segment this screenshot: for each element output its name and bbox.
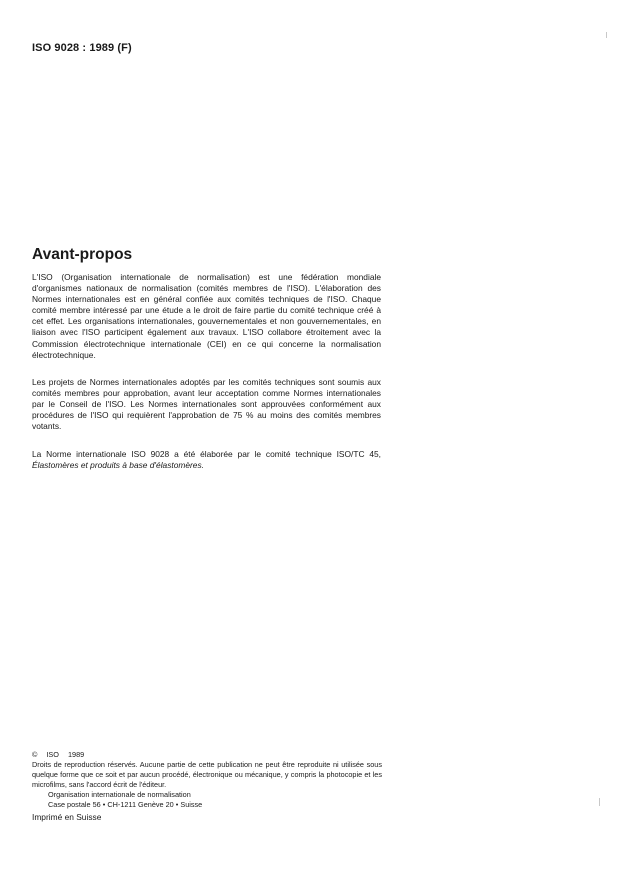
paragraph-3-text: La Norme internationale ISO 9028 a été élaborée par le comité technique ISO/TC 45, [32, 449, 381, 459]
copyright-year: 1989 [67, 750, 85, 759]
copyright-line [32, 750, 382, 760]
scan-artifact-top [606, 32, 607, 38]
rights-notice: Droits de reproduction réservés. Aucune partie de cette publication ne peut être reproduite ni utilisée sous quelque forme que ce soit et par aucun procédé, électronique ou mécanique, y compris la photocopie et les microfilms, sans l'accord écrit de l'éditeur. [32, 759, 382, 789]
copyright-symbol: © [32, 750, 38, 759]
foreword-paragraph-2: Les projets de Normes internationales adoptés par les comités techniques sont soumis aux comités membres pour approbation, avant leur acceptation comme Normes internationales par le Conseil de l'ISO. Les Normes internationales sont approuvées conformément aux procédures de l'ISO qui requièrent l'approbation de 75 % au moins des comités membres votants. [32, 377, 381, 432]
paragraph-3-italic-title: Élastomères et produits à base d'élastomères. [32, 460, 204, 471]
foreword-paragraph-3 [32, 449, 381, 471]
publisher-address: Case postale 56 • CH-1211 Genève 20 • Suisse [48, 799, 203, 809]
publisher-name: Organisation internationale de normalisation [48, 789, 191, 799]
document-reference: ISO 9028 : 1989 (F) [32, 42, 132, 54]
copyright-org: ISO [46, 750, 59, 759]
section-title: Avant-propos [32, 246, 133, 263]
copyright-block [32, 750, 382, 809]
foreword-paragraph-1: L'ISO (Organisation internationale de normalisation) est une fédération mondiale d'organismes nationaux de normalisation (comités membres de l'ISO). L'élaboration des Normes internationales est en général confiée aux comités techniques de l'ISO. Chaque comité membre intéressé par une étude a le droit de faire partie du comité technique créé à cet effet. Les organisations internationales, gouvernementales et non gouvernementales, en liaison avec l'ISO participent également aux travaux. L'ISO collabore étroitement avec la Commission électrotechnique internationale (CEI) en ce qui concerne la normalisation électrotechnique. [32, 272, 381, 360]
scan-artifact-bottom [599, 798, 600, 806]
printed-in: Imprimé en Suisse [32, 812, 102, 822]
